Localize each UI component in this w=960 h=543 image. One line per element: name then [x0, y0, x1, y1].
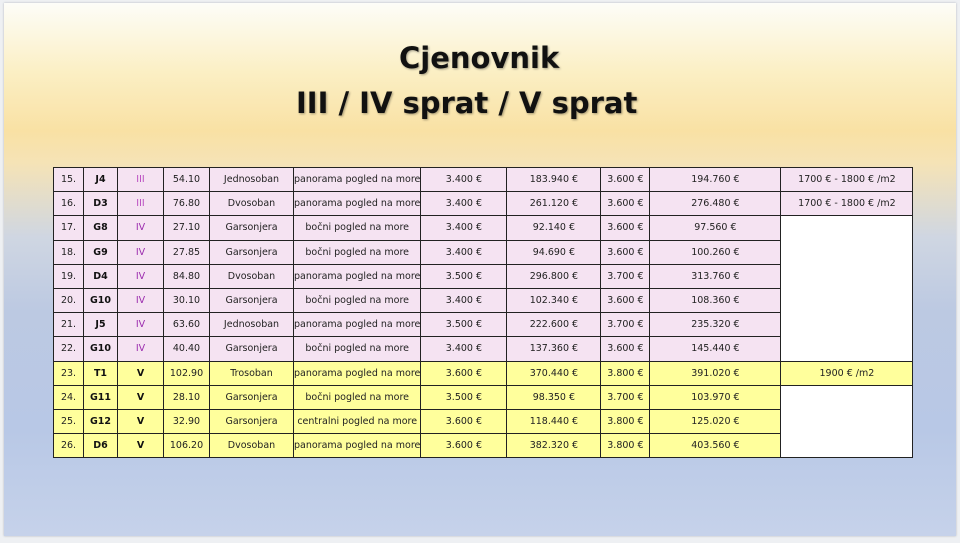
apartment-code: G9	[84, 240, 118, 264]
apartment-code: D4	[84, 264, 118, 288]
apartment-code: G8	[84, 216, 118, 240]
floor-label: IV	[118, 313, 164, 337]
total-price-alt: 125.020 €	[650, 409, 781, 433]
total-price: 183.940 €	[507, 168, 601, 192]
price-range: 1700 € - 1800 € /m2	[781, 192, 913, 216]
floor-label: III	[118, 168, 164, 192]
apartment-type: Garsonjera	[210, 288, 294, 312]
price-per-m2: 3.400 €	[421, 288, 507, 312]
price-per-m2: 3.400 €	[421, 192, 507, 216]
total-price-alt: 108.360 €	[650, 288, 781, 312]
total-price-alt: 403.560 €	[650, 434, 781, 458]
row-number: 21.	[54, 313, 84, 337]
total-price: 102.340 €	[507, 288, 601, 312]
apartment-type: Dvosoban	[210, 192, 294, 216]
floor-label: IV	[118, 216, 164, 240]
apartment-type: Garsonjera	[210, 337, 294, 361]
price-range: 1900 € /m2	[781, 361, 913, 385]
apartment-type: Garsonjera	[210, 216, 294, 240]
floor-label: V	[118, 434, 164, 458]
total-price-alt: 276.480 €	[650, 192, 781, 216]
view-description: panorama pogled na more	[294, 264, 421, 288]
range-empty	[781, 385, 913, 458]
area-value: 32.90	[164, 409, 210, 433]
apartment-code: J4	[84, 168, 118, 192]
apartment-code: G10	[84, 337, 118, 361]
apartment-type: Garsonjera	[210, 240, 294, 264]
price-per-m2: 3.400 €	[421, 337, 507, 361]
price-per-m2: 3.600 €	[421, 409, 507, 433]
price-per-m2: 3.500 €	[421, 385, 507, 409]
floor-label: III	[118, 192, 164, 216]
view-description: panorama pogled na more	[294, 313, 421, 337]
row-number: 23.	[54, 361, 84, 385]
view-description: panorama pogled na more	[294, 192, 421, 216]
table-row	[54, 192, 913, 216]
total-price: 92.140 €	[507, 216, 601, 240]
total-price-alt: 194.760 €	[650, 168, 781, 192]
total-price-alt: 145.440 €	[650, 337, 781, 361]
total-price: 137.360 €	[507, 337, 601, 361]
row-number: 25.	[54, 409, 84, 433]
view-description: bočni pogled na more	[294, 337, 421, 361]
row-number: 24.	[54, 385, 84, 409]
floor-label: IV	[118, 288, 164, 312]
row-number: 17.	[54, 216, 84, 240]
view-description: bočni pogled na more	[294, 216, 421, 240]
area-value: 27.10	[164, 216, 210, 240]
apartment-type: Jednosoban	[210, 168, 294, 192]
floor-label: V	[118, 409, 164, 433]
area-value: 63.60	[164, 313, 210, 337]
range-empty	[781, 216, 913, 361]
row-number: 19.	[54, 264, 84, 288]
table-row	[54, 216, 913, 240]
price-per-m2-alt: 3.600 €	[601, 240, 650, 264]
price-per-m2: 3.600 €	[421, 434, 507, 458]
total-price-alt: 97.560 €	[650, 216, 781, 240]
total-price: 94.690 €	[507, 240, 601, 264]
price-per-m2: 3.500 €	[421, 264, 507, 288]
total-price-alt: 103.970 €	[650, 385, 781, 409]
row-number: 18.	[54, 240, 84, 264]
apartment-type: Garsonjera	[210, 385, 294, 409]
price-per-m2-alt: 3.600 €	[601, 288, 650, 312]
area-value: 54.10	[164, 168, 210, 192]
total-price: 98.350 €	[507, 385, 601, 409]
total-price-alt: 391.020 €	[650, 361, 781, 385]
area-value: 40.40	[164, 337, 210, 361]
view-description: panorama pogled na more	[294, 168, 421, 192]
area-value: 84.80	[164, 264, 210, 288]
total-price: 370.440 €	[507, 361, 601, 385]
floor-label: V	[118, 385, 164, 409]
view-description: panorama pogled na more	[294, 361, 421, 385]
floor-label: V	[118, 361, 164, 385]
total-price: 118.440 €	[507, 409, 601, 433]
table-row	[54, 385, 913, 409]
row-number: 20.	[54, 288, 84, 312]
area-value: 76.80	[164, 192, 210, 216]
apartment-code: G11	[84, 385, 118, 409]
apartment-type: Trosoban	[210, 361, 294, 385]
apartment-type: Dvosoban	[210, 434, 294, 458]
view-description: panorama pogled na more	[294, 434, 421, 458]
floor-label: IV	[118, 264, 164, 288]
total-price: 382.320 €	[507, 434, 601, 458]
row-number: 16.	[54, 192, 84, 216]
title-floors: III / IV sprat / V sprat	[296, 86, 638, 120]
price-per-m2-alt: 3.600 €	[601, 192, 650, 216]
row-number: 22.	[54, 337, 84, 361]
apartment-type: Jednosoban	[210, 313, 294, 337]
area-value: 27.85	[164, 240, 210, 264]
total-price: 261.120 €	[507, 192, 601, 216]
table-row	[54, 168, 913, 192]
area-value: 106.20	[164, 434, 210, 458]
table-row	[54, 361, 913, 385]
area-value: 30.10	[164, 288, 210, 312]
total-price-alt: 235.320 €	[650, 313, 781, 337]
price-per-m2-alt: 3.800 €	[601, 434, 650, 458]
area-value: 28.10	[164, 385, 210, 409]
total-price: 296.800 €	[507, 264, 601, 288]
view-description: bočni pogled na more	[294, 385, 421, 409]
apartment-code: G12	[84, 409, 118, 433]
price-per-m2: 3.400 €	[421, 216, 507, 240]
apartment-code: T1	[84, 361, 118, 385]
row-number: 15.	[54, 168, 84, 192]
total-price: 222.600 €	[507, 313, 601, 337]
price-per-m2-alt: 3.600 €	[601, 216, 650, 240]
view-description: bočni pogled na more	[294, 240, 421, 264]
price-range: 1700 € - 1800 € /m2	[781, 168, 913, 192]
floor-label: IV	[118, 240, 164, 264]
total-price-alt: 313.760 €	[650, 264, 781, 288]
price-per-m2: 3.600 €	[421, 361, 507, 385]
area-value: 102.90	[164, 361, 210, 385]
apartment-type: Garsonjera	[210, 409, 294, 433]
apartment-type: Dvosoban	[210, 264, 294, 288]
price-per-m2-alt: 3.700 €	[601, 313, 650, 337]
price-table	[53, 167, 913, 458]
title-cjenovnik: Cjenovnik	[399, 41, 560, 75]
view-description: centralni pogled na more	[294, 409, 421, 433]
price-per-m2: 3.500 €	[421, 313, 507, 337]
apartment-code: D3	[84, 192, 118, 216]
price-per-m2-alt: 3.600 €	[601, 337, 650, 361]
price-per-m2: 3.400 €	[421, 240, 507, 264]
apartment-code: J5	[84, 313, 118, 337]
price-per-m2-alt: 3.700 €	[601, 264, 650, 288]
floor-label: IV	[118, 337, 164, 361]
apartment-code: G10	[84, 288, 118, 312]
price-per-m2: 3.400 €	[421, 168, 507, 192]
price-per-m2-alt: 3.700 €	[601, 385, 650, 409]
total-price-alt: 100.260 €	[650, 240, 781, 264]
view-description: bočni pogled na more	[294, 288, 421, 312]
row-number: 26.	[54, 434, 84, 458]
apartment-code: D6	[84, 434, 118, 458]
price-per-m2-alt: 3.600 €	[601, 168, 650, 192]
price-per-m2-alt: 3.800 €	[601, 361, 650, 385]
price-per-m2-alt: 3.800 €	[601, 409, 650, 433]
